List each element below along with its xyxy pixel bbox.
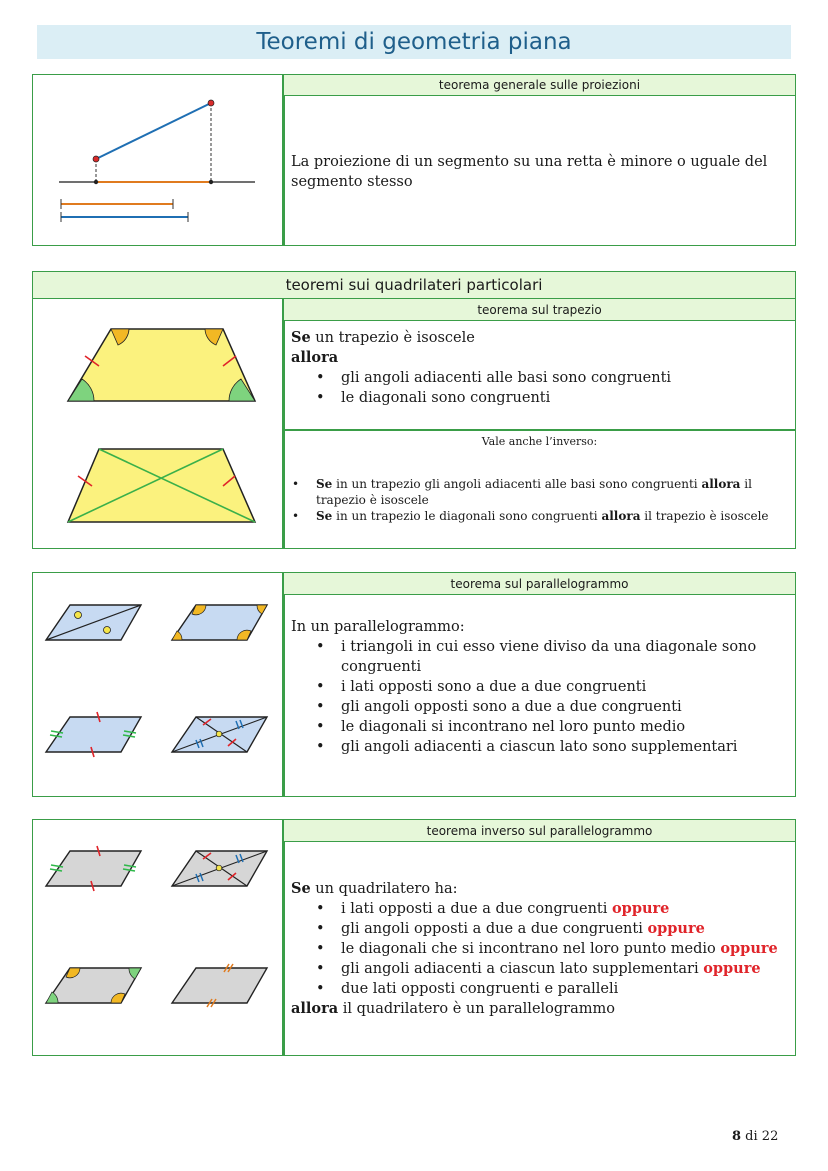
projection-header: teorema generale sulle proiezioni: [284, 75, 795, 96]
section-parallelogram: [32, 572, 796, 797]
list-item: • i lati opposti sono a due a due congruenti: [291, 677, 781, 697]
parallelogram-diagrams: [33, 573, 281, 798]
page-title: Teoremi di geometria piana: [37, 25, 791, 59]
trapezoid-angles-diagram: [33, 299, 273, 439]
page-number: 8 di 22: [732, 1129, 779, 1144]
trapezoid-diagonals-diagram: [33, 437, 273, 547]
section-trapezoid: [32, 271, 796, 549]
projection-text: La proiezione di un segmento su una retta è minore o uguale del segmento stesso: [291, 154, 768, 190]
trapezoid-statement: Se un trapezio è isoscele allora • gli angoli adiacenti alle basi sono congruenti • le diagonali sono congruenti: [291, 328, 791, 408]
list-item: • Se in un trapezio le diagonali sono congruenti allora il trapezio è isoscele: [291, 508, 791, 524]
list-item: • le diagonali che si incontrano nel loro punto medio oppure: [291, 939, 791, 959]
list-item: • i triangoli in cui esso viene diviso da una diagonale sono congruenti: [291, 637, 781, 677]
section-projection: [32, 74, 796, 246]
trapezoid-header: teorema sul trapezio: [284, 299, 795, 321]
list-item: • i lati opposti a due a due congruenti oppure: [291, 899, 791, 919]
list-item: • gli angoli opposti a due a due congruenti oppure: [291, 919, 791, 939]
list-item: • due lati opposti congruenti e paralleli: [291, 979, 791, 999]
list-item: • gli angoli adiacenti a ciascun lato sono supplementari: [291, 737, 781, 757]
parallelogram-statement: In un parallelogrammo: • i triangoli in cui esso viene diviso da una diagonale sono congruenti • i lati opposti sono a due a due congruenti • gli angoli opposti sono a due a due congruenti • le diagonali si incontrano nel loro punto medio • gli angoli adiacenti a ciascun lato sono supplementari: [291, 617, 781, 757]
quadrilaterals-main-header: teoremi sui quadrilateri particolari: [33, 272, 795, 299]
section-inverse-parallelogram: [32, 819, 796, 1056]
list-item: • Se in un trapezio gli angoli adiacenti alle basi sono congruenti allora il trapezio è isoscele: [291, 476, 791, 508]
inverse-parallelogram-header: teorema inverso sul parallelogrammo: [284, 820, 795, 842]
parallelogram-header: teorema sul parallelogrammo: [284, 573, 795, 595]
trapezoid-inverse-list: [291, 476, 791, 524]
inverse-title: Vale anche l’inverso:: [481, 435, 598, 448]
projection-diagram: [33, 75, 273, 245]
list-item: • gli angoli adiacenti a ciascun lato supplementari oppure: [291, 959, 791, 979]
list-item: • gli angoli opposti sono a due a due congruenti: [291, 697, 781, 717]
list-item: • gli angoli adiacenti alle basi sono congruenti: [291, 368, 791, 388]
list-item: • le diagonali sono congruenti: [291, 388, 791, 408]
list-item: • le diagonali si incontrano nel loro punto medio: [291, 717, 781, 737]
inverse-parallelogram-statement: Se un quadrilatero ha: • i lati opposti a due a due congruenti oppure • gli angoli opposti a due a due congruenti oppure • le diagonali che si incontrano nel loro punto medio oppure • gli angoli adiacenti a ciascun lato supplementari oppure • due lati opposti congruenti e paralleli allora il quadrilatero è un parallelogrammo: [291, 879, 791, 1019]
inverse-parallelogram-diagrams: [33, 820, 281, 1057]
